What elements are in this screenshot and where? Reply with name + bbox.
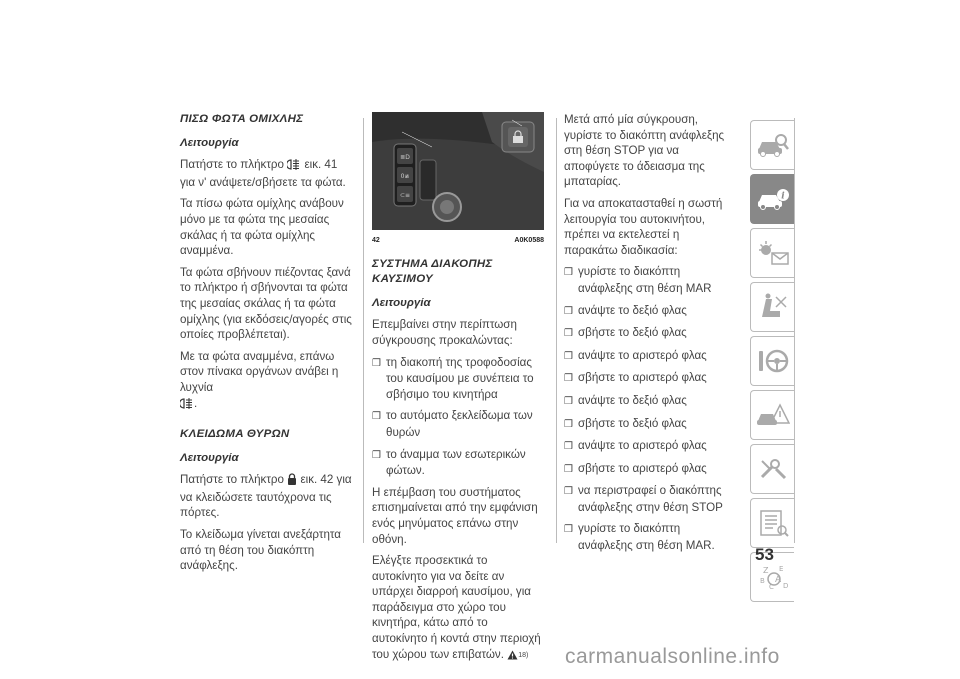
tab-maintenance[interactable] [750,444,794,494]
paragraph: Η επέμβαση του συστήματος επισημαίνεται από την εμφάνιση ενός μηνύματος επάνω στην οθόνη. [372,485,538,546]
list-item: ❒ το αυτόματο ξεκλείδωμα των θυρών [372,408,544,440]
rear-fog-light-icon [287,159,301,175]
watermark: carmanualsonline.info [565,645,780,668]
list-item: ❒ ανάψτε το δεξιό φλας [564,393,736,410]
paragraph: Επεμβαίνει στην περίπτωση σύγκρουσης προκαλώντας: [372,318,517,347]
tab-warning-lights[interactable] [750,228,794,278]
tab-technical-data[interactable] [750,498,794,548]
svg-text:i: i [780,191,785,202]
svg-text:B: B [759,577,765,585]
checklist-icon [756,509,790,537]
list-item: ❒ σβήστε το αριστερό φλας [564,370,736,387]
warning-icon [507,649,518,665]
paragraph: Πατήστε το πλήκτρο εικ. 41 για ν' ανάψετε/σβήσετε τα φώτα. [180,158,346,189]
paragraph: Πατήστε το πλήκτρο εικ. 42 για να κλειδώσετε ταυτόχρονα τις πόρτες. [180,473,352,520]
list-item: ❒ σβήστε το αριστερό φλας [564,461,736,478]
list-item: ❒ το άναμμα των εσωτερικών φώτων. [372,447,544,479]
paragraph: Ελέγξτε προσεκτικά το αυτοκίνητο για να δείτε αν υπάρχει διαρροή καυσίμου, για παράδειγμα στο χώρο του κινητήρα, κάτω από το αυτοκίνητο ή κοντά στην περιοχή του χώρου των επιβατών. 18) [372,553,544,664]
svg-text:C: C [768,583,774,591]
list-item: ❒ τη διακοπή της τροφοδοσίας του καυσίμου με συνέπεια το σβήσιμο του κινητήρα [372,355,544,403]
index-icon [756,562,790,592]
rear-fog-light-icon [180,398,194,414]
list-item: ❒ ανάψτε το δεξιό φλας [564,303,736,320]
paragraph: Για να αποκατασταθεί η σωστή λειτουργία του αυτοκινήτου, πρέπει να εκτελεστεί η παρακάτω διαδικασία: [564,196,723,257]
airbag-seat-icon [756,293,790,321]
page-number: 53 [755,545,774,564]
column-3 [564,112,736,560]
svg-text:E: E [778,565,783,573]
figure-caption [372,233,544,249]
tab-safety[interactable] [750,282,794,332]
subheading-operation: Λειτουργία [372,296,431,309]
column-2 [372,112,544,670]
svg-text:D: D [782,582,788,590]
list-item: ❒ ανάψτε το αριστερό φλας [564,438,736,455]
list-item: ❒ γυρίστε το διακόπτη ανάφλεξης στη θέση MAR [564,264,736,296]
svg-text:A: A [774,575,781,585]
figure-code: A0K0588 [514,237,544,244]
chapter-tabs [750,120,794,606]
tools-icon [756,455,790,483]
column-divider [556,118,557,543]
paragraph: Το κλείδωμα γίνεται ανεξάρτητα από τη θέση του διακόπτη ανάφλεξης. [180,528,342,573]
footnote-ref[interactable]: 18) [518,651,529,659]
subheading-operation: Λειτουργία [180,451,239,464]
svg-text:⊂≡: ⊂≡ [399,192,411,199]
heading-fuel-cutoff: ΣΥΣΤΗΜΑ ΔΙΑΚΟΠΗΣ ΚΑΥΣΙΜΟΥ [372,257,493,286]
list-item: ❒ γυρίστε το διακόπτη ανάφλεξης στη θέση MAR. [564,521,736,553]
page-edge-line [794,118,795,543]
tab-car-search[interactable] [750,120,794,170]
list-item: ❒ να περιστραφεί ο διακόπτης ανάφλεξης στην θέση STOP [564,483,736,515]
tab-car-info[interactable] [750,174,794,224]
tab-emergency[interactable] [750,390,794,440]
heading-rear-fog: ΠΙΣΩ ΦΩΤΑ ΟΜΙΧΛΗΣ [180,113,304,125]
car-search-icon [756,132,790,158]
lock-icon [287,473,297,490]
svg-text:Z: Z [762,566,768,575]
paragraph: Τα πίσω φώτα ομίχλης ανάβουν μόνο με τα φώτα της μεσαίας σκάλας ή τα φώτα ομίχλης αναμμένα. [180,197,344,258]
paragraph: Με τα φώτα αναμμένα, επάνω στον πίνακα οργάνων ανάβει η λυχνία . [180,349,352,413]
figure-dashboard-buttons [372,112,544,230]
svg-text:≣D: ≣D [400,154,410,161]
column-divider [363,118,364,543]
steering-wheel-icon [756,347,790,375]
list-item: ❒ σβήστε το δεξιό φλας [564,416,736,433]
list-item: ❒ ανάψτε το αριστερό φλας [564,348,736,365]
list-item: ❒ σβήστε το δεξιό φλας [564,325,736,342]
column-1 [180,112,352,580]
figure-number: 42 [372,237,380,244]
car-crash-icon [756,401,790,429]
paragraph: Τα φώτα σβήνουν πιέζοντας ξανά το πλήκτρο ή σβήνονται τα φώτα της μεσαίας σκάλας ή τα φώτα ομίχλης (για εκδόσεις/αγορές στις οποίες προβλέπεται). [180,265,352,342]
tab-driving[interactable] [750,336,794,386]
heading-door-lock: ΚΛΕΙΔΩΜΑ ΘΥΡΩΝ [180,428,290,441]
paragraph: Μετά από μία σύγκρουση, γυρίστε το διακόπτη ανάφλεξης στη θέση STOP για να αποφύγετε το άδειασμα της μπαταρίας. [564,113,725,189]
svg-text:0≢: 0≢ [400,173,410,180]
car-info-icon [756,186,790,212]
warning-light-icon [756,239,790,267]
subheading-operation: Λειτουργία [180,136,239,149]
